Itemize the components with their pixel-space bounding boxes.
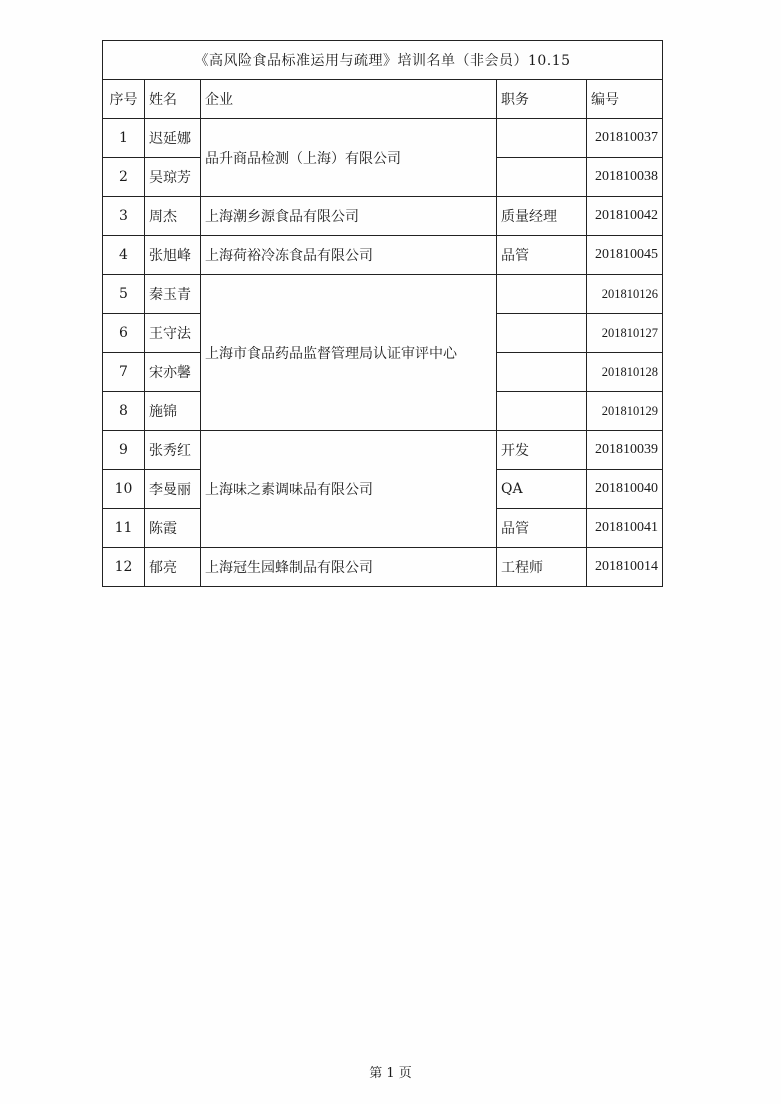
row-name: 迟延娜 (145, 119, 201, 158)
row-company: 品升商品检测（上海）有限公司 (201, 119, 497, 197)
row-no: 1 (103, 119, 145, 158)
row-position (497, 314, 587, 353)
row-position (497, 392, 587, 431)
row-name: 施锦 (145, 392, 201, 431)
row-name: 王守法 (145, 314, 201, 353)
row-position: QA (497, 470, 587, 509)
row-name: 吴琼芳 (145, 158, 201, 197)
row-position: 质量经理 (497, 197, 587, 236)
row-code: 201810039 (587, 431, 663, 470)
table-row (103, 236, 663, 275)
row-company: 上海潮乡源食品有限公司 (201, 197, 497, 236)
row-position: 工程师 (497, 548, 587, 587)
row-position (497, 158, 587, 197)
header-row (103, 80, 663, 119)
row-company: 上海荷裕冷冻食品有限公司 (201, 236, 497, 275)
row-position: 品管 (497, 236, 587, 275)
row-position: 开发 (497, 431, 587, 470)
header-name: 姓名 (145, 80, 201, 119)
header-no: 序号 (103, 80, 145, 119)
row-name: 陈霞 (145, 509, 201, 548)
row-name: 张旭峰 (145, 236, 201, 275)
row-name: 秦玉青 (145, 275, 201, 314)
row-no: 2 (103, 158, 145, 197)
row-no: 11 (103, 509, 145, 548)
row-code: 201810129 (587, 392, 663, 431)
row-no: 12 (103, 548, 145, 587)
row-company: 上海味之素调味品有限公司 (201, 431, 497, 548)
row-name: 宋亦馨 (145, 353, 201, 392)
row-name: 郁亮 (145, 548, 201, 587)
row-no: 10 (103, 470, 145, 509)
row-code: 201810126 (587, 275, 663, 314)
row-no: 6 (103, 314, 145, 353)
row-name: 张秀红 (145, 431, 201, 470)
table-row (103, 197, 663, 236)
row-no: 5 (103, 275, 145, 314)
row-code: 201810037 (587, 119, 663, 158)
page-number: 第 1 页 (369, 1066, 412, 1081)
row-no: 8 (103, 392, 145, 431)
header-company: 企业 (201, 80, 497, 119)
row-code: 201810128 (587, 353, 663, 392)
row-position (497, 119, 587, 158)
header-position: 职务 (497, 80, 587, 119)
row-company: 上海市食品药品监督管理局认证审评中心 (201, 275, 497, 431)
row-no: 7 (103, 353, 145, 392)
row-no: 9 (103, 431, 145, 470)
row-code: 201810014 (587, 548, 663, 587)
row-name: 周杰 (145, 197, 201, 236)
row-code: 201810042 (587, 197, 663, 236)
row-code: 201810127 (587, 314, 663, 353)
training-roster-table (102, 40, 663, 587)
table-title: 《高风险食品标准运用与疏理》培训名单（非会员）10.15 (103, 41, 663, 80)
row-company: 上海冠生园蜂制品有限公司 (201, 548, 497, 587)
row-position (497, 353, 587, 392)
row-name: 李曼丽 (145, 470, 201, 509)
table-row (103, 119, 663, 158)
row-code: 201810045 (587, 236, 663, 275)
row-no: 4 (103, 236, 145, 275)
row-code: 201810038 (587, 158, 663, 197)
row-code: 201810040 (587, 470, 663, 509)
row-code: 201810041 (587, 509, 663, 548)
table-row (103, 275, 663, 314)
row-position (497, 275, 587, 314)
table-row (103, 548, 663, 587)
header-code: 编号 (587, 80, 663, 119)
row-no: 3 (103, 197, 145, 236)
row-position: 品管 (497, 509, 587, 548)
table-row (103, 431, 663, 470)
